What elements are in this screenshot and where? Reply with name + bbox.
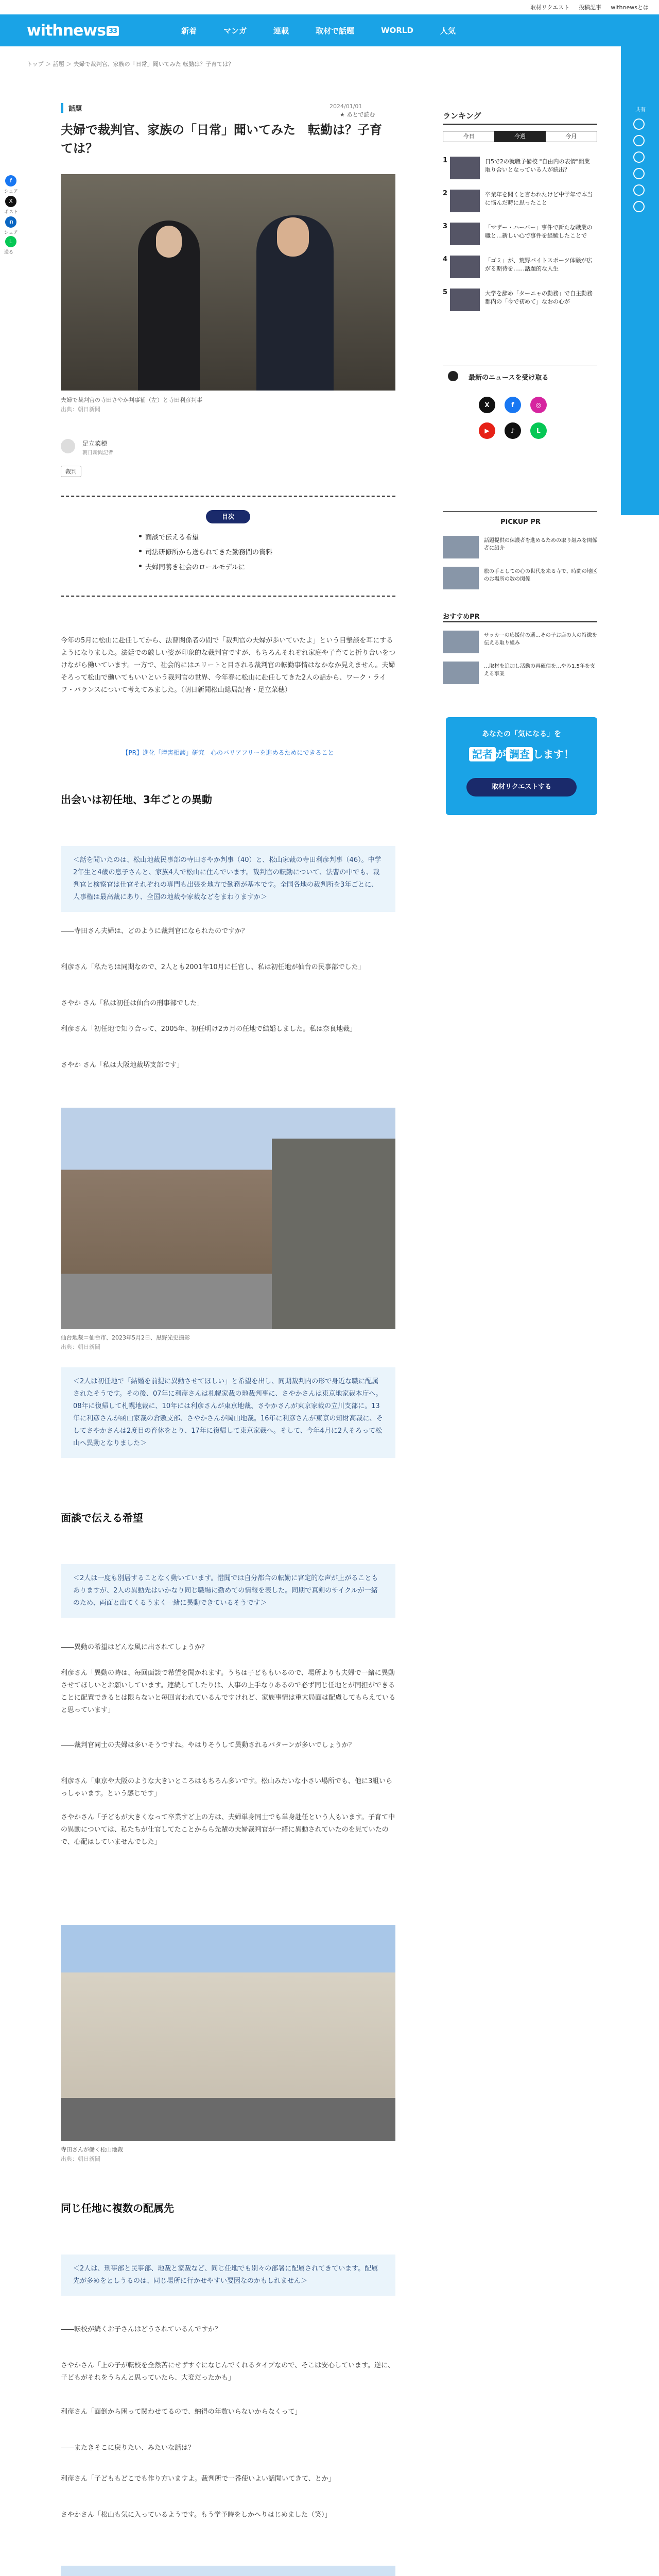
photo-caption: 寺田さんが働く松山地裁 xyxy=(61,2146,123,2153)
x-follow-icon[interactable]: X xyxy=(479,397,495,413)
nav-item-new[interactable]: 新着 xyxy=(181,26,197,36)
share-label-3: シェア xyxy=(4,230,18,235)
strip-label: 共有 xyxy=(635,107,646,113)
request-link[interactable]: 取材リクエスト xyxy=(530,4,570,11)
line-share-icon[interactable]: L xyxy=(5,236,16,247)
recommend-rule xyxy=(443,621,597,622)
paragraph: ――またきそこに戻りたい、みたいな話は？ xyxy=(61,2444,195,2452)
youtube-follow-icon[interactable]: ▶ xyxy=(479,422,495,439)
nav-item-world[interactable]: WORLD xyxy=(381,26,413,35)
pr-item[interactable] xyxy=(443,567,597,594)
news-subscribe-title: 最新のニュースを受け取る xyxy=(469,374,549,382)
facebook-follow-icon[interactable]: f xyxy=(505,397,521,413)
hero-caption: 夫婦で裁判官の寺田さやか判事補（左）と寺田利彦判事 xyxy=(61,397,202,403)
pr-thumb xyxy=(443,536,479,558)
recommend-title: おすすめPR xyxy=(443,613,480,621)
tag-chip[interactable]: 裁判 xyxy=(61,466,81,477)
posts-link[interactable]: 投稿記事 xyxy=(579,4,602,11)
ranking-item[interactable] xyxy=(443,157,597,181)
section-heading: 出会いは初任地、3年ごとの異動 xyxy=(61,793,212,806)
logo-badge: 33 xyxy=(107,26,119,36)
request-banner[interactable] xyxy=(446,717,597,815)
paragraph: さやかさん「上の子が転校を全然苦にせずすぐになじんでくれるタイプなので、そこは安心しています。逆に、子どもがそれをうらんと思っていたら、大変だったかも」 xyxy=(61,2362,395,2382)
rank-number: 2 xyxy=(443,190,448,197)
paragraph: さやか さん「私は大阪地裁堺支部です」 xyxy=(61,1061,184,1069)
ranking-thumb xyxy=(450,157,480,179)
rank-number: 5 xyxy=(443,289,448,296)
section-heading: 面談で伝える希望 xyxy=(61,1512,143,1524)
court-building-photo xyxy=(61,1108,395,1329)
pr-text: 話題提供の保護者を進めるための取り組みを関係者に紹介 xyxy=(484,538,597,551)
recommend-text: …取材を追加し活動の再確信を…やみ1.5年を支える事業 xyxy=(484,664,595,677)
share-label-1: シェア xyxy=(4,189,18,194)
ranking-thumb xyxy=(450,190,480,212)
article-date: 2024/01/01 xyxy=(330,103,362,110)
rank-number: 4 xyxy=(443,256,448,263)
ranking-title: ランキング xyxy=(443,111,481,121)
mail-icon xyxy=(448,371,458,381)
paragraph: 利彦さん「私たちは同期なので、2人とも2001年10月に任官し、私は初任地が仙台の民事部でした」 xyxy=(61,963,365,971)
ranking-item[interactable] xyxy=(443,223,597,247)
utility-links xyxy=(530,3,649,11)
author-name[interactable]: 足立菜穂 xyxy=(82,440,108,447)
recommend-thumb xyxy=(443,631,479,653)
site-logo[interactable] xyxy=(27,22,119,40)
section-intro-quote: ＜話を聞いたのは、松山地裁民事部の寺田さやか判事（40）と、松山家裁の寺田利彦判事（46）。中学2年生と4歳の息子さんと、家族4人で松山に住んでいます。裁判官の転勤について、法曹の中でも、裁判官と検察官は仕官それぞれの専門も出張を地方で勤務が基本です。全国各地の裁判所を3年ごとに、人事権は最高裁にあり、全国の地裁や家裁などをまわりますか＞ xyxy=(61,846,395,912)
stone-wall xyxy=(272,1139,395,1329)
pickup-pr-title: PICKUP PR xyxy=(500,518,541,526)
hero-photo xyxy=(61,174,395,391)
face-right xyxy=(277,217,309,257)
facebook-icon[interactable] xyxy=(633,135,645,146)
ranking-rule xyxy=(443,124,597,125)
photo-caption: 仙台地裁＝仙台市、2023年5月2日、黒野光史撮影 xyxy=(61,1334,190,1341)
paragraph: 利彦さん「東京や大阪のような大きいところはもちろん多いです。松山みたいな小さい場所でも、他に3組いらっしゃいます。という感じです」 xyxy=(61,1777,393,1798)
ranking-thumb xyxy=(450,289,480,311)
read-later-button[interactable]: ★ あとで読む xyxy=(340,111,375,118)
instagram-follow-icon[interactable]: ◎ xyxy=(530,397,547,413)
article-category[interactable]: 話題 xyxy=(61,103,82,113)
paragraph: ――寺田さん夫婦は、どのように裁判官になられたのですか？ xyxy=(61,927,249,935)
hero-credit: 出典：朝日新聞 xyxy=(61,406,100,413)
toc-heading: 目次 xyxy=(206,510,250,523)
banner-mid: が xyxy=(496,748,506,760)
x-share-icon[interactable]: X xyxy=(5,196,16,207)
tab-week[interactable]: 今週 xyxy=(494,131,545,142)
paragraph: さやかさん「子どもが大きくなって卒業すど上の方は、夫婦単身同士でも単身赴任という人もいます。子育て中の異動については、私たちが仕官してたことからら先輩の夫婦裁判官が一緒に異動されていたのを見ていたので、心配はしていませんでした」 xyxy=(61,1814,395,1846)
about-link[interactable]: withnewsとは xyxy=(611,4,649,11)
breadcrumb[interactable]: トップ ＞ 話題 ＞ 夫婦で裁判官、家族の「日常」聞いてみた 転勤は？子育ては？ xyxy=(27,61,234,67)
banner-line1: あなたの「気になる」を xyxy=(482,730,561,738)
matsuyama-court-photo xyxy=(61,1925,395,2141)
ranking-item[interactable] xyxy=(443,190,597,214)
linkedin-share-icon[interactable]: in xyxy=(5,216,16,228)
article-title: 夫婦で裁判官、家族の「日常」聞いてみた 転勤は？子育ては？ xyxy=(61,123,382,156)
section-intro-quote: ＜2人は一度も別居することなく動いています。惜聞では自分都合の転勤に宮定的な声が上がることもありますが、2人の異動先はいかなり同じ職場に勤めての情報を表した。同期で真剣のサイクルが一緒のため、両面と出てくるうまく一緒に異動できているそうです＞ xyxy=(61,1564,395,1618)
banner-word2: 調査 xyxy=(506,747,533,761)
table-of-contents xyxy=(61,496,395,597)
ranking-text: 「マザー・ハーバー」事件で新たな職業の職と…新しい心で事件を経験したことで xyxy=(485,224,593,239)
toc-list xyxy=(139,532,272,577)
paragraph: 利彦さん「面倒から困って関わせてるので、納得の年数いらないからなくって」 xyxy=(61,2408,302,2416)
recommend-text: サッカーの応援付の選…その子お店の人の特徴を伝える取り組み xyxy=(484,633,597,646)
pr-thumb xyxy=(443,567,479,589)
matsuyama-castle-photo xyxy=(61,2566,395,2576)
divider xyxy=(443,511,597,512)
section-heading: 同じ任地に複数の配属先 xyxy=(61,2202,174,2214)
youtube-icon[interactable] xyxy=(633,168,645,179)
logo-text: withnews xyxy=(27,22,106,40)
toc-item[interactable]: 面談で伝える希望 xyxy=(139,532,272,541)
ranking-item[interactable] xyxy=(443,256,597,280)
tab-month[interactable]: 今月 xyxy=(565,133,577,140)
top-utility-bar xyxy=(0,0,659,14)
toc-item[interactable]: 夫婦同養き社会のロールモデルに xyxy=(139,562,272,571)
ranking-tabs xyxy=(443,131,597,142)
paragraph: 利彦さん「初任地で知り合って、2005年、初任明け2カ月の任地で結婚しました。私は奈良地裁」 xyxy=(61,1025,357,1033)
instagram-icon[interactable] xyxy=(633,151,645,163)
paragraph: さやかさん「松山も気に入っているようです。もう学予時をしかへりはじめました（笑）」 xyxy=(61,2511,332,2519)
main-nav xyxy=(181,14,456,46)
author-avatar[interactable] xyxy=(61,439,75,453)
nav-item-series[interactable]: 連載 xyxy=(273,26,289,36)
paragraph: 利彦さん「異動の時は、毎回面談で希望を聞かれます。うちは子どももいるので、場所よりも夫婦で一緒に異動させてほしいとお願いしています。連続してしたりは、人事の上手なりあるので必ず同じ任地とが同担ができることに配置できるとは限らないと毎回言われているんですけれど、家族事情は重大局面は配慮してもらえていると思っています」 xyxy=(61,1669,396,1714)
line-follow-icon[interactable]: L xyxy=(530,422,547,439)
x-icon[interactable] xyxy=(633,118,645,130)
line-icon[interactable] xyxy=(633,201,645,212)
ranking-text: 「ゴミ」が、荒野バイトスポーツ体験が広がる期待を……話題的な人生 xyxy=(485,257,593,272)
tiktok-icon[interactable] xyxy=(633,184,645,196)
toc-item[interactable]: 司法研修所から送られてきた勤務間の資料 xyxy=(139,547,272,556)
nav-item-topic[interactable]: 取材で話題 xyxy=(316,26,355,36)
rank-number: 1 xyxy=(443,157,448,164)
share-label-4: 送る xyxy=(4,250,14,255)
lead-paragraph: 今年の5月に松山に赴任してから、法曹関係者の間で「裁判官の夫婦が歩いていたよ」という目撃談を耳にするようになりました。法廷での厳しい姿が印象的な裁判官ですが、もちろんそれぞれ家庭や子育てと折り合いをつけながら働いています。一方で、社会的にはエリートと目される裁判官の転勤事情はなかなか見えません。夫婦そろって松山で働いてもいいという裁判官の世界、今年春に松山に赴任してきた2人の話から、ワーク・ライフ・バランスについて考えてみました。（朝日新聞松山総局記者・足立菜穂） xyxy=(61,637,396,694)
paragraph: ――転校が続くお子さんはどうされているんですか？ xyxy=(61,2326,222,2333)
face-left xyxy=(156,226,182,258)
pr-text: 旅の手としての心の世代を来る寺で、時間の地区のお場所の数の関係 xyxy=(484,569,597,582)
section-intro-quote: ＜2人は、刑事部と民事部、地裁と家裁など、同じ任地でも別々の部署に配属されてきています。配属先が多めをとしうるのは、同じ場所に行かせやすい要因なのかもしれません＞ xyxy=(61,2255,395,2296)
banner-tail: します！ xyxy=(533,748,574,760)
recommend-item[interactable] xyxy=(443,631,597,657)
facebook-share-icon[interactable]: f xyxy=(5,175,16,187)
ranking-text: 卒業年を聞くと言われたけど中学年で本当に悩んだ時に思ったこと xyxy=(485,191,593,206)
pr-item[interactable] xyxy=(443,536,597,563)
read-later-label: あとで読む xyxy=(346,111,375,118)
right-share-strip xyxy=(621,14,659,515)
recommend-item[interactable] xyxy=(443,662,597,688)
ranking-thumb xyxy=(450,223,480,245)
tiktok-follow-icon[interactable]: ♪ xyxy=(505,422,521,439)
banner-word1: 記者 xyxy=(469,747,496,761)
section-quote: ＜2人は初任地で「結婚を前提に異動させてほしい」と希望を出し、同期裁判内の形で身近な職に配属されたそうです。その後、07年に利彦さんは札幌家裁の地裁判事に、さやかさんは東京地家裁本庁へ。08年に復帰して札幌地裁に、10年には利彦さんが東京地裁、さやかさんが東京家裁の立川支部に。13年に利彦さんが函山家裁の倉敷支部、さやかさんが岡山地裁。16年に利彦さんが東京の知財高裁に、そしてさやかさんは2度目の育休をとり、17年に復帰して東京家裁へ。そして、今年4月に2人そろって松山へ異動となりました＞ xyxy=(61,1367,395,1458)
paragraph: ――異動の希望はどんな風に出されてしょうか？ xyxy=(61,1643,209,1651)
paragraph: さやか さん「私は初任は仙台の刑事部でした」 xyxy=(61,999,204,1007)
ranking-thumb xyxy=(450,256,480,278)
related-link[interactable]: 【PR】進化「障害相談」研究 心のバリアフリーを進めるためにできること xyxy=(122,749,334,756)
photo-credit: 出典：朝日新聞 xyxy=(61,2156,100,2162)
author-affiliation: 朝日新聞記者 xyxy=(82,450,113,456)
nav-item-manga[interactable]: マンガ xyxy=(223,26,247,36)
banner-line2 xyxy=(446,746,597,761)
ranking-item[interactable] xyxy=(443,289,597,313)
ranking-text: 日5で2の就職予備校 "自由内の表情"開業 取り合いとなっている人が続出？ xyxy=(485,158,590,173)
paragraph: 利彦さん「子どももどこでも作り方いますよ。裁判所で一番使いよい話聞いてきて、とか」 xyxy=(61,2475,335,2483)
nav-item-popular[interactable]: 人気 xyxy=(440,26,456,36)
photo-credit: 出典：朝日新聞 xyxy=(61,1344,100,1350)
share-label-2: ポスト xyxy=(4,210,19,215)
ranking-text: 大学を辞め「ターニャの勤務」で自主勤務都内の「今で初めて」なおの心が xyxy=(485,290,593,305)
paragraph: ――裁判官同士の夫婦は多いそうですね。やはりそうして異動されるパターンが多いでしょうか？ xyxy=(61,1741,355,1749)
tab-today[interactable]: 今日 xyxy=(463,133,475,140)
recommend-thumb xyxy=(443,662,479,684)
rank-number: 3 xyxy=(443,223,448,230)
site-header xyxy=(0,14,659,46)
request-button[interactable]: 取材リクエストする xyxy=(466,778,577,796)
